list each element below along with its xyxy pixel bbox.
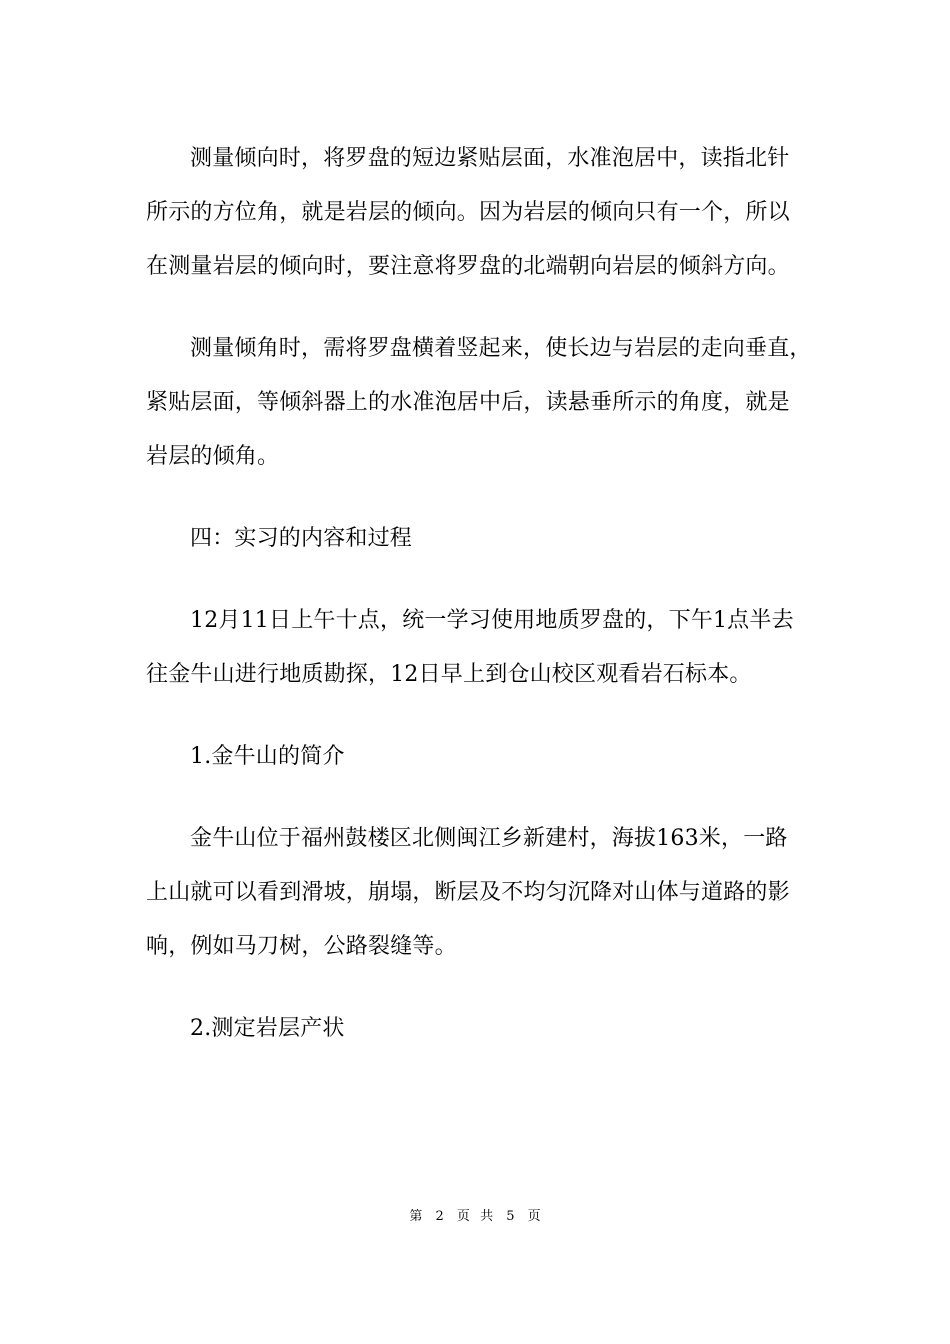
text-line: 在测量岩层的倾向时，要注意将罗盘的北端朝向岩层的倾斜方向。 <box>146 254 790 279</box>
section-heading-content-process <box>146 512 810 566</box>
paragraph-dip-angle <box>146 322 810 484</box>
text-line: 金牛山位于福州鼓楼区北侧闽江乡新建村，海拔163米，一路 <box>190 826 788 851</box>
text-line: 紧贴层面，等倾斜器上的水准泡居中后，读悬垂所示的角度，就是 <box>146 390 790 415</box>
text-line: 测量倾角时，需将罗盘横着竖起来，使长边与岩层的走向垂直， <box>190 336 812 361</box>
text-line: 上山就可以看到滑坡，崩塌，断层及不均匀沉降对山体与道路的影 <box>146 880 790 905</box>
text-line: 所示的方位角，就是岩层的倾向。因为岩层的倾向只有一个，所以 <box>146 200 790 225</box>
text-line: 往金牛山进行地质勘探，12日早上到仓山校区观看岩石标本。 <box>146 662 752 687</box>
subheading-rock-attitude <box>146 1002 810 1056</box>
text-line: 岩层的倾角。 <box>146 444 280 469</box>
text-line: 四：实习的内容和过程 <box>190 526 413 551</box>
text-line: 响，例如马刀树，公路裂缝等。 <box>146 934 457 959</box>
paragraph-schedule <box>146 594 810 702</box>
text-line: 2.测定岩层产状 <box>190 1016 345 1041</box>
page-number-footer <box>0 1208 950 1226</box>
paragraph-jinniushan <box>146 812 810 974</box>
footer-page-word: 页 <box>456 1209 470 1224</box>
document-body <box>146 132 810 1056</box>
subheading-jinniushan-intro <box>146 730 810 784</box>
footer-suffix: 页 <box>527 1209 541 1224</box>
text-line: 12月11日上午十点，统一学习使用地质罗盘的，下午1点半去 <box>190 608 794 633</box>
footer-total-pages: 5 <box>506 1209 515 1224</box>
paragraph-dip-direction <box>146 132 810 294</box>
footer-prefix: 第 <box>409 1209 423 1224</box>
footer-current-page: 2 <box>435 1209 444 1224</box>
text-line: 测量倾向时，将罗盘的短边紧贴层面，水准泡居中，读指北针 <box>190 146 790 171</box>
footer-total-word: 共 <box>480 1209 494 1224</box>
text-line: 1.金牛山的简介 <box>190 744 345 769</box>
